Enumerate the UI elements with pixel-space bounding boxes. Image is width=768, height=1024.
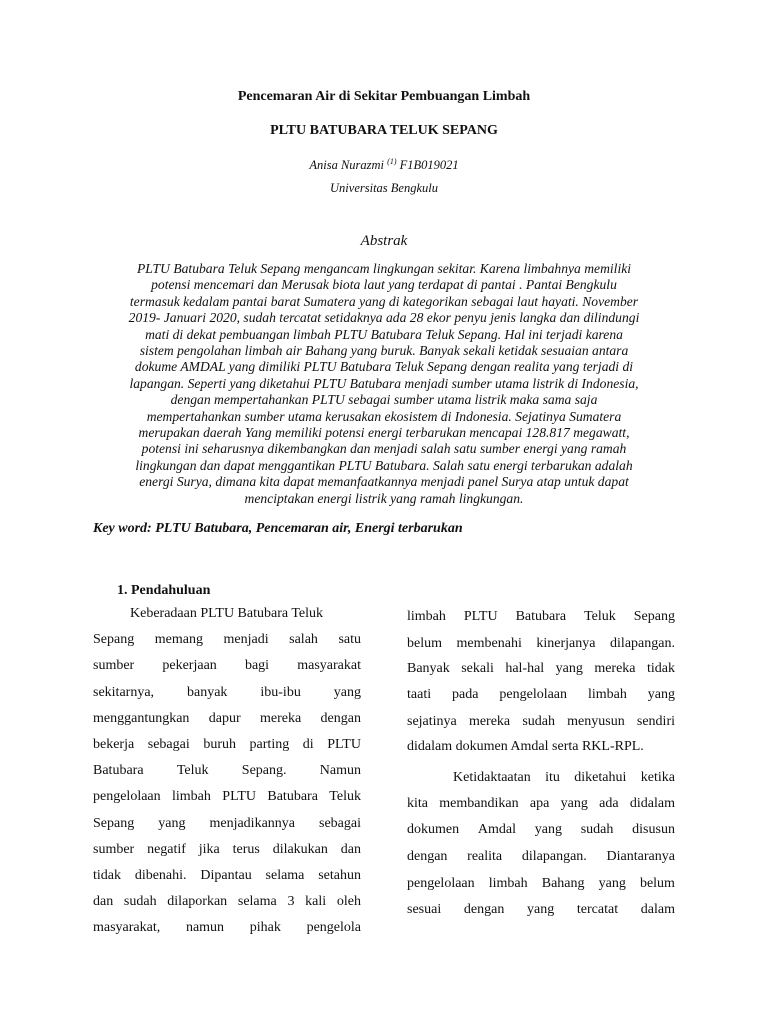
paper-subtitle: PLTU BATUBARA TELUK SEPANG bbox=[270, 123, 498, 138]
body-text-line bbox=[93, 868, 361, 884]
word: dan bbox=[340, 842, 361, 857]
word: Teluk bbox=[329, 789, 361, 804]
abstract-body bbox=[90, 261, 678, 507]
body-text-line bbox=[93, 632, 361, 648]
word: tidak bbox=[646, 661, 675, 676]
word: Sepang bbox=[93, 816, 135, 831]
body-text-line bbox=[453, 770, 675, 786]
word: sudah bbox=[123, 894, 157, 909]
word: Bahang bbox=[541, 876, 585, 891]
word: dengan bbox=[463, 902, 505, 917]
word: satu bbox=[338, 632, 361, 647]
body-text-line bbox=[93, 789, 361, 805]
body-text-line bbox=[407, 609, 675, 625]
word: Batubara bbox=[267, 789, 318, 804]
word: yang bbox=[333, 685, 361, 700]
word: ada bbox=[599, 796, 619, 811]
word: di bbox=[302, 737, 314, 752]
body-text-line bbox=[93, 816, 361, 832]
abstract-line: termasuk kedalam pantai barat Sumatera yang di kategorikan sebagai laut hayati. November bbox=[129, 293, 639, 309]
word: menggantungkan bbox=[93, 711, 190, 726]
word: Dipantau bbox=[200, 868, 252, 883]
body-column-left bbox=[93, 606, 361, 946]
word: dilakukan bbox=[272, 842, 328, 857]
body-text-line bbox=[407, 796, 675, 812]
abstract-line: mempertahankan sumber utama kerusakan ekosistem di Indonesia. Sejatinya Sumatera bbox=[146, 408, 622, 424]
word: yang bbox=[598, 876, 626, 891]
body-text-line bbox=[407, 636, 675, 652]
body-text-line bbox=[93, 894, 361, 910]
word: Amdal bbox=[477, 822, 516, 837]
abstract-line: potensi ini seharusnya dikembangkan dan menjadi salah satu sumber energi yang ramah bbox=[141, 441, 627, 457]
word: dilapangan. bbox=[521, 849, 587, 864]
keywords: Key word: PLTU Batubara, Pencemaran air, Energi terbarukan bbox=[93, 521, 463, 536]
word: memang bbox=[154, 632, 203, 647]
body-text-line bbox=[407, 876, 675, 892]
abstract-line: 2019- Januari 2020, sudah tercatat setidaknya ada 28 ekor penyu jenis langka dan dilindungi bbox=[128, 310, 640, 326]
word: sejatinya bbox=[407, 714, 457, 729]
word: tercatat bbox=[576, 902, 619, 917]
word: negatif bbox=[147, 842, 186, 857]
abstract-line: mati di dekat pembuangan limbah PLTU Batubara Teluk Sepang. Hal ini terjadi karena bbox=[145, 326, 623, 342]
word: 3 bbox=[287, 894, 295, 909]
author-id: F1B019021 bbox=[399, 158, 459, 173]
word: pengelolaan bbox=[93, 789, 161, 804]
body-text-line bbox=[407, 661, 675, 677]
word: oleh bbox=[336, 894, 361, 909]
word: sumber bbox=[93, 658, 135, 673]
word: namun bbox=[185, 920, 225, 935]
word: Diantaranya bbox=[606, 849, 675, 864]
abstract-line: sistem pengolahan limbah air Bahang yang buruk. Banyak sekali ketidak sesuaian antara bbox=[139, 343, 629, 359]
abstract-line: lingkungan dan dapat menggantikan PLTU Batubara. Salah satu energi terbarukan adalah bbox=[135, 457, 633, 473]
body-text-line: Keberadaan PLTU Batubara Teluk bbox=[130, 606, 324, 621]
word: kita bbox=[407, 796, 428, 811]
word: diketahui bbox=[574, 770, 627, 785]
word: sekitarnya, bbox=[93, 685, 155, 700]
body-text-line: didalam dokumen Amdal serta RKL-RPL. bbox=[407, 739, 644, 754]
word: yang bbox=[560, 796, 588, 811]
word: mereka bbox=[260, 711, 302, 726]
body-text-line bbox=[407, 714, 675, 730]
body-column-right bbox=[407, 606, 675, 946]
abstract-line: lapangan. Seperti yang diketahui PLTU Batubara menjadi sumber utama listrik di Indonesia, bbox=[129, 375, 639, 391]
word: dengan bbox=[407, 849, 448, 864]
word: kinerjanya bbox=[536, 636, 596, 651]
word: PLTU bbox=[463, 609, 498, 624]
word: dibenahi. bbox=[134, 868, 187, 883]
word: sudah bbox=[522, 714, 555, 729]
abstract-line: dengan mempertahankan PLTU sebagai sumber utama listrik maka sama saja bbox=[170, 392, 598, 408]
affiliation: Universitas Bengkulu bbox=[330, 181, 438, 195]
word: belum bbox=[639, 876, 675, 891]
word: pengelola bbox=[306, 920, 361, 935]
word: yang bbox=[534, 822, 562, 837]
word: limbah bbox=[488, 876, 528, 891]
word: salah bbox=[289, 632, 318, 647]
word: taati bbox=[407, 687, 432, 702]
word: Batubara bbox=[515, 609, 567, 624]
word: disusun bbox=[632, 822, 675, 837]
word: Teluk bbox=[176, 763, 209, 778]
word: sendiri bbox=[636, 714, 675, 729]
word: membenahi bbox=[456, 636, 522, 651]
word: dilapangan. bbox=[610, 636, 675, 651]
body-text-line bbox=[407, 849, 675, 865]
word: selama bbox=[237, 894, 277, 909]
body-text-line bbox=[93, 920, 361, 936]
word: PLTU bbox=[327, 737, 361, 752]
body-text-line bbox=[93, 658, 361, 674]
word: yang bbox=[527, 902, 555, 917]
word: limbah bbox=[172, 789, 211, 804]
word: dapur bbox=[208, 711, 241, 726]
word: dan bbox=[93, 894, 114, 909]
word: apa bbox=[529, 796, 550, 811]
word: pihak bbox=[249, 920, 281, 935]
body-text-line bbox=[93, 685, 361, 701]
body-text-line bbox=[93, 711, 361, 727]
word: sesuai bbox=[407, 902, 442, 917]
abstract-line: menciptakan energi listrik yang ramah lingkungan. bbox=[244, 490, 524, 506]
author-name: Anisa Nurazmi bbox=[309, 158, 385, 173]
word: dilaporkan bbox=[167, 894, 228, 909]
word: sebagai bbox=[319, 816, 361, 831]
author-superscript: (1) bbox=[387, 157, 397, 166]
word: didalam bbox=[629, 796, 675, 811]
word: sumber bbox=[93, 842, 135, 857]
author-line bbox=[0, 157, 768, 173]
word: ketika bbox=[640, 770, 675, 785]
word: realita bbox=[467, 849, 503, 864]
word: pada bbox=[452, 687, 479, 702]
word: jika bbox=[198, 842, 220, 857]
word: Batubara bbox=[93, 763, 144, 778]
word: dalam bbox=[640, 902, 675, 917]
word: bagi bbox=[244, 658, 270, 673]
word: terus bbox=[232, 842, 260, 857]
word: tidak bbox=[93, 868, 121, 883]
word: setahun bbox=[318, 868, 361, 883]
word: itu bbox=[545, 770, 560, 785]
word: menjadi bbox=[223, 632, 269, 647]
word: selama bbox=[265, 868, 305, 883]
word: yang bbox=[158, 816, 186, 831]
paper-title: Pencemaran Air di Sekitar Pembuangan Limbah bbox=[237, 89, 531, 104]
word: hal-hal bbox=[505, 661, 545, 676]
body-text-line bbox=[93, 842, 361, 858]
word: membandikan bbox=[439, 796, 519, 811]
word: Teluk bbox=[584, 609, 616, 624]
word: Namun bbox=[319, 763, 361, 778]
abstract-line: potensi mencemari dan Merusak biota laut yang terdapat di pantai . Pantai Bengkulu bbox=[151, 277, 617, 293]
word: sebagai bbox=[147, 737, 190, 752]
abstract-line: PLTU Batubara Teluk Sepang mengancam lingkungan sekitar. Karena limbahnya memiliki bbox=[136, 261, 632, 276]
word: menyusun bbox=[567, 714, 625, 729]
word: menjadikannya bbox=[209, 816, 295, 831]
word: limbah bbox=[587, 687, 627, 702]
word: dokumen bbox=[407, 822, 460, 837]
word: bekerja bbox=[93, 737, 135, 752]
word: masyarakat bbox=[297, 658, 361, 673]
word: sudah bbox=[580, 822, 614, 837]
word: mereka bbox=[594, 661, 636, 676]
word: masyarakat, bbox=[93, 920, 161, 935]
body-text-line bbox=[407, 822, 675, 838]
word: Banyak bbox=[407, 661, 450, 676]
abstract-heading: Abstrak bbox=[360, 233, 408, 249]
word: mereka bbox=[468, 714, 511, 729]
word: PLTU bbox=[222, 789, 256, 804]
word: Sepang bbox=[93, 632, 135, 647]
body-text-line bbox=[407, 902, 675, 918]
word: belum bbox=[407, 636, 442, 651]
word: Sepang bbox=[633, 609, 675, 624]
word: yang bbox=[647, 687, 675, 702]
word: limbah bbox=[407, 609, 446, 624]
word: pengelolaan bbox=[499, 687, 568, 702]
word: dengan bbox=[320, 711, 361, 726]
word: yang bbox=[555, 661, 583, 676]
word: parting bbox=[249, 737, 290, 752]
word: pekerjaan bbox=[162, 658, 217, 673]
word: Ketidaktaatan bbox=[453, 770, 531, 785]
word: sekali bbox=[461, 661, 494, 676]
word: banyak bbox=[186, 685, 228, 700]
word: kali bbox=[305, 894, 327, 909]
body-text-line bbox=[93, 737, 361, 753]
section-heading: 1. Pendahuluan bbox=[117, 583, 211, 598]
word: ibu-ibu bbox=[260, 685, 301, 700]
word: Sepang. bbox=[241, 763, 287, 778]
word: buruh bbox=[203, 737, 236, 752]
word: pengelolaan bbox=[407, 876, 475, 891]
abstract-line: energi Surya, dimana kita dapat memanfaatkannya menjadi panel Surya atap untuk dapat bbox=[139, 474, 629, 490]
body-text-line bbox=[93, 763, 361, 779]
abstract-line: dokume AMDAL yang dimiliki PLTU Batubara Teluk Sepang dengan realita yang terjadi di bbox=[134, 359, 634, 375]
abstract-line: merupakan daerah Yang memiliki potensi energi terbarukan mencapai 128.817 megawatt, bbox=[138, 425, 630, 441]
body-text-line bbox=[407, 687, 675, 703]
